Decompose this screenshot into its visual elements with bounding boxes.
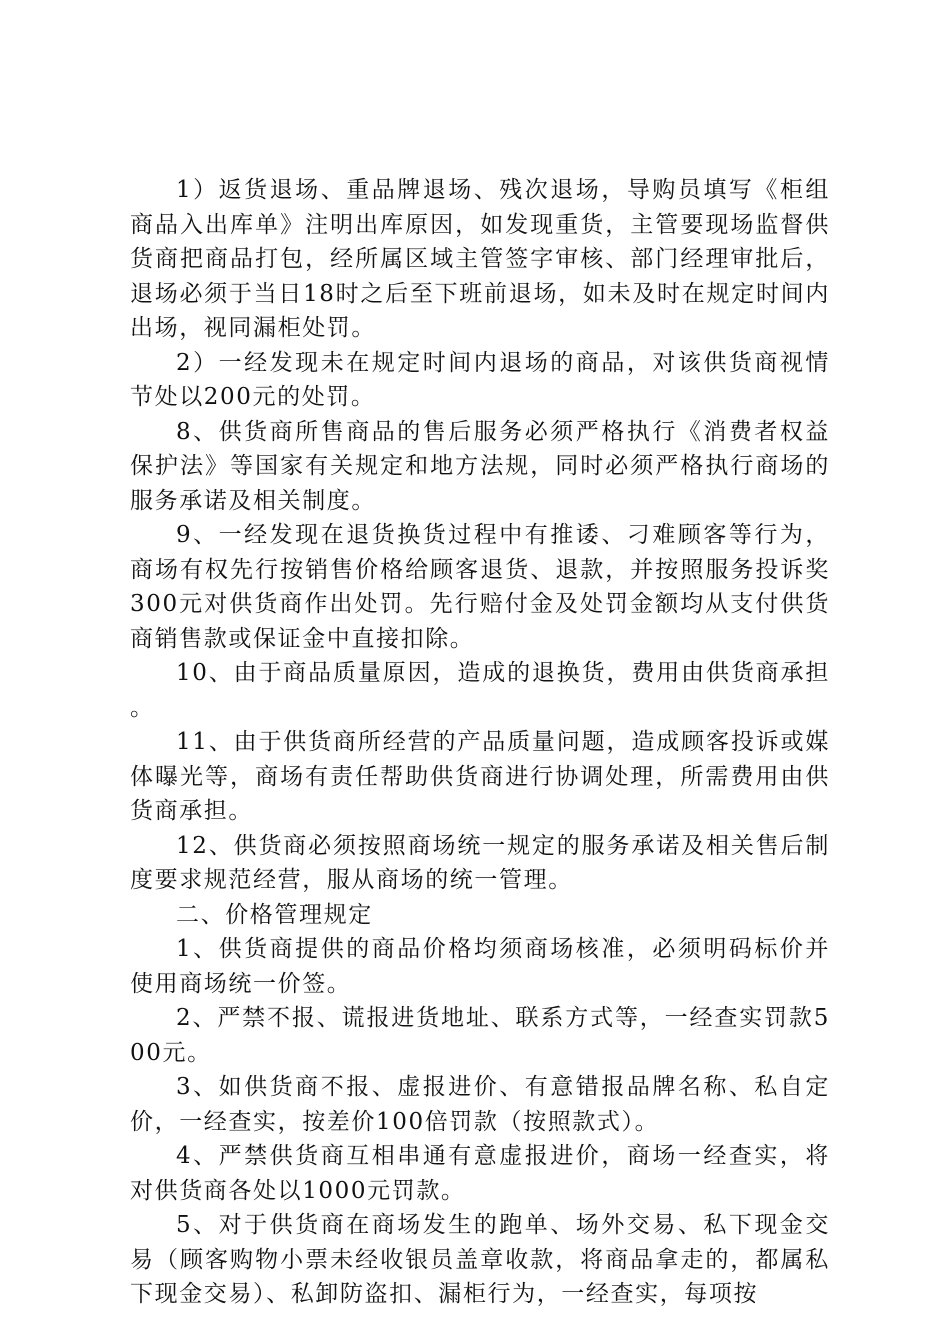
paragraph-item-8-after-sales: 8、供货商所售商品的售后服务必须严格执行《消费者权益保护法》等国家有关规定和地方法规，同时必须严格执行商场的服务承诺及相关制度。 bbox=[130, 418, 830, 514]
paragraph-item-11-quality-issues: 11、由于供货商所经营的产品质量问题，造成顾客投诉或媒体曝光等，商场有责任帮助供货商进行协调处理，所需费用由供货商承担。 bbox=[130, 729, 830, 824]
paragraph-price-item-2: 2、严禁不报、谎报进货地址、联系方式等，一经查实罚款500元。 bbox=[130, 1005, 830, 1066]
document-body bbox=[130, 173, 830, 1312]
paragraph-return-procedure: 1）返货退场、重品牌退场、残次退场，导购员填写《柜组商品入出库单》注明出库原因，如发现重货，主管要现场监督供货商把商品打包，经所属区域主管签字审核、部门经理审批后，退场必须于当日18时之后至下班前退场，如未及时在规定时间内出场，视同漏柜处罚。 bbox=[130, 177, 830, 341]
paragraph-item-12-unified-management: 12、供货商必须按照商场统一规定的服务承诺及相关售后制度要求规范经营，服从商场的统一管理。 bbox=[130, 832, 830, 893]
section-heading-price-management: 二、价格管理规定 bbox=[176, 901, 373, 928]
paragraph-item-9-complaints: 9、一经发现在退货换货过程中有推诿、刁难顾客等行为，商场有权先行按销售价格给顾客退货、退款，并按照服务投诉奖300元对供货商作出处罚。先行赔付金及处罚金额均从支付供货商销售款或保证金中直接扣除。 bbox=[130, 522, 830, 652]
paragraph-item-10-quality-returns: 10、由于商品质量原因，造成的退换货，费用由供货商承担。 bbox=[130, 660, 830, 721]
paragraph-price-item-4: 4、严禁供货商互相串通有意虚报进价，商场一经查实，将对供货商各处以1000元罚款。 bbox=[130, 1143, 830, 1204]
paragraph-price-item-1: 1、供货商提供的商品价格均须商场核准，必须明码标价并使用商场统一价签。 bbox=[130, 936, 830, 997]
paragraph-late-return-penalty: 2）一经发现未在规定时间内退场的商品，对该供货商视情节处以200元的处罚。 bbox=[130, 349, 830, 410]
paragraph-price-item-3: 3、如供货商不报、虚报进价、有意错报品牌名称、私自定价，一经查实，按差价100倍罚款（按照款式）。 bbox=[130, 1074, 830, 1135]
paragraph-price-item-5: 5、对于供货商在商场发生的跑单、场外交易、私下现金交易（顾客购物小票未经收银员盖章收款，将商品拿走的，都属私下现金交易）、私卸防盗扣、漏柜行为，一经查实，每项按 bbox=[130, 1212, 830, 1307]
